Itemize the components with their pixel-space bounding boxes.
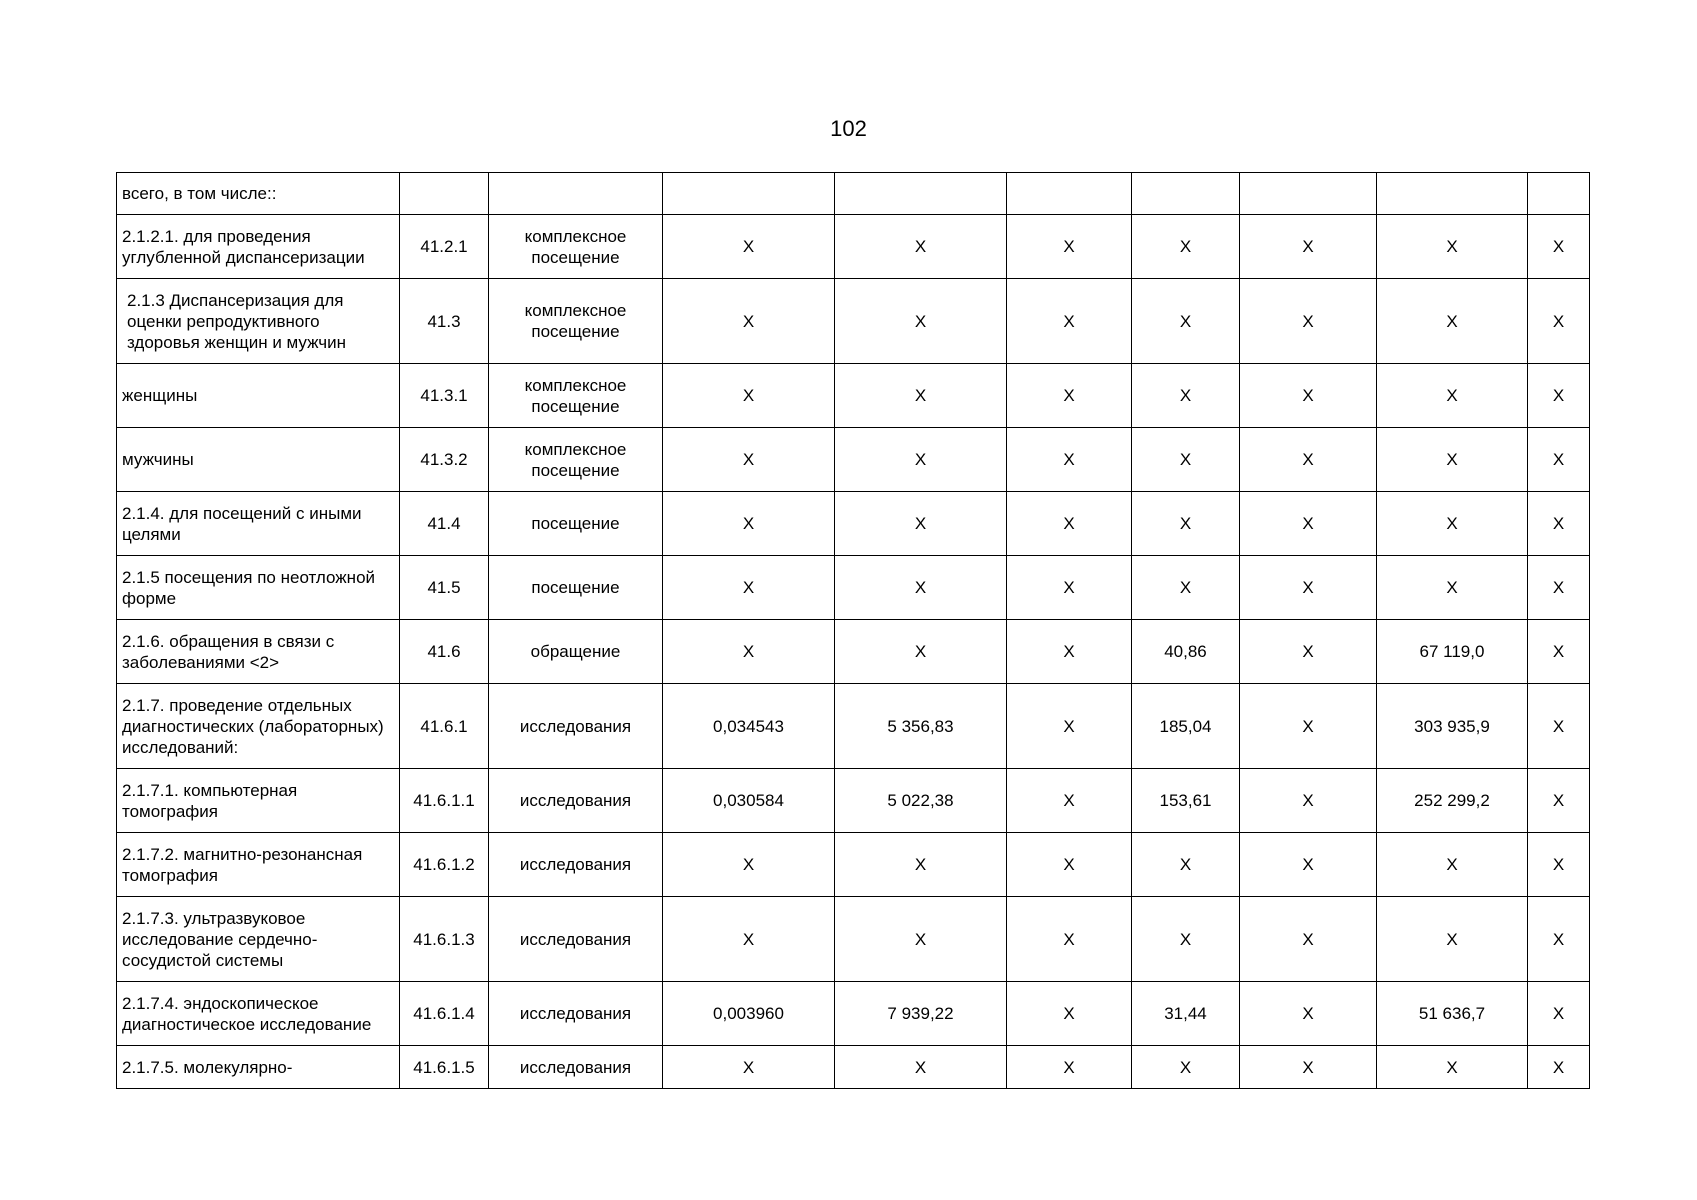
row-value-cell: 0,030584 bbox=[663, 769, 835, 833]
row-value-cell: X bbox=[1240, 897, 1377, 982]
row-value-cell: X bbox=[1007, 279, 1132, 364]
table-row bbox=[117, 769, 1590, 833]
row-description-cell: 2.1.7.2. магнитно-резонансная томография bbox=[117, 833, 400, 897]
row-value-cell: X bbox=[663, 1046, 835, 1089]
row-value-cell: X bbox=[1132, 492, 1240, 556]
row-value-cell: X bbox=[1007, 897, 1132, 982]
row-value-cell: X bbox=[1377, 1046, 1528, 1089]
row-value-cell: X bbox=[1528, 1046, 1590, 1089]
row-value-cell: X bbox=[835, 428, 1007, 492]
page-number: 102 bbox=[830, 116, 867, 141]
table-row bbox=[117, 279, 1590, 364]
row-value-cell bbox=[1132, 173, 1240, 215]
row-unit-cell: посещение bbox=[489, 556, 663, 620]
row-value-cell: X bbox=[1007, 833, 1132, 897]
row-value-cell: X bbox=[1240, 982, 1377, 1046]
row-value-cell: X bbox=[1377, 364, 1528, 428]
row-value-cell: X bbox=[1240, 428, 1377, 492]
row-code-cell: 41.6.1 bbox=[400, 684, 489, 769]
row-value-cell: X bbox=[1132, 364, 1240, 428]
row-value-cell: 7 939,22 bbox=[835, 982, 1007, 1046]
row-value-cell: X bbox=[663, 428, 835, 492]
row-value-cell: 31,44 bbox=[1132, 982, 1240, 1046]
row-value-cell: X bbox=[1528, 620, 1590, 684]
row-value-cell: 51 636,7 bbox=[1377, 982, 1528, 1046]
row-value-cell: X bbox=[1377, 492, 1528, 556]
row-code-cell bbox=[400, 173, 489, 215]
row-code-cell: 41.3 bbox=[400, 279, 489, 364]
row-value-cell: 185,04 bbox=[1132, 684, 1240, 769]
row-value-cell bbox=[835, 173, 1007, 215]
data-table bbox=[116, 172, 1590, 1089]
row-value-cell: X bbox=[1528, 428, 1590, 492]
row-value-cell: X bbox=[1528, 684, 1590, 769]
row-value-cell: X bbox=[1377, 215, 1528, 279]
row-value-cell: X bbox=[1132, 215, 1240, 279]
row-value-cell: 40,86 bbox=[1132, 620, 1240, 684]
table-row bbox=[117, 428, 1590, 492]
row-code-cell: 41.6 bbox=[400, 620, 489, 684]
row-code-cell: 41.6.1.5 bbox=[400, 1046, 489, 1089]
row-description-cell: женщины bbox=[117, 364, 400, 428]
row-value-cell: X bbox=[1528, 279, 1590, 364]
row-value-cell: X bbox=[835, 897, 1007, 982]
row-value-cell: X bbox=[835, 620, 1007, 684]
row-value-cell: X bbox=[1240, 364, 1377, 428]
table-row bbox=[117, 684, 1590, 769]
row-unit-cell: обращение bbox=[489, 620, 663, 684]
row-description-cell: 2.1.7.3. ультразвуковое исследование сердечно-сосудистой системы bbox=[117, 897, 400, 982]
row-value-cell: X bbox=[1132, 1046, 1240, 1089]
row-value-cell: X bbox=[1007, 215, 1132, 279]
row-value-cell: X bbox=[835, 556, 1007, 620]
table-row bbox=[117, 492, 1590, 556]
row-value-cell: X bbox=[663, 215, 835, 279]
row-value-cell: X bbox=[1240, 769, 1377, 833]
row-value-cell: X bbox=[663, 492, 835, 556]
row-value-cell: X bbox=[1377, 897, 1528, 982]
row-code-cell: 41.3.1 bbox=[400, 364, 489, 428]
table-row bbox=[117, 833, 1590, 897]
row-description-cell: 2.1.3 Диспансеризация для оценки репродуктивного здоровья женщин и мужчин bbox=[117, 279, 400, 364]
row-value-cell: 0,003960 bbox=[663, 982, 835, 1046]
row-value-cell: X bbox=[835, 364, 1007, 428]
row-value-cell bbox=[1007, 173, 1132, 215]
row-unit-cell: исследования bbox=[489, 982, 663, 1046]
row-value-cell: X bbox=[1132, 897, 1240, 982]
row-value-cell: X bbox=[1528, 364, 1590, 428]
row-value-cell bbox=[663, 173, 835, 215]
row-value-cell: X bbox=[1240, 492, 1377, 556]
row-unit-cell: комплексное посещение bbox=[489, 279, 663, 364]
row-description-cell: 2.1.7. проведение отдельных диагностических (лабораторных) исследований: bbox=[117, 684, 400, 769]
row-value-cell: X bbox=[1007, 428, 1132, 492]
row-value-cell: X bbox=[1240, 833, 1377, 897]
row-value-cell: X bbox=[835, 1046, 1007, 1089]
row-description-cell: мужчины bbox=[117, 428, 400, 492]
row-description-cell: всего, в том числе:: bbox=[117, 173, 400, 215]
table-row bbox=[117, 982, 1590, 1046]
table-row bbox=[117, 1046, 1590, 1089]
row-value-cell: X bbox=[1240, 620, 1377, 684]
row-value-cell: X bbox=[835, 492, 1007, 556]
row-value-cell: X bbox=[1528, 982, 1590, 1046]
row-code-cell: 41.2.1 bbox=[400, 215, 489, 279]
row-value-cell: X bbox=[1240, 556, 1377, 620]
row-code-cell: 41.3.2 bbox=[400, 428, 489, 492]
row-value-cell: X bbox=[1007, 982, 1132, 1046]
row-unit-cell: исследования bbox=[489, 769, 663, 833]
row-value-cell: X bbox=[1240, 1046, 1377, 1089]
row-value-cell: X bbox=[1007, 556, 1132, 620]
row-value-cell: X bbox=[663, 833, 835, 897]
row-value-cell: X bbox=[1007, 492, 1132, 556]
row-value-cell: X bbox=[1007, 1046, 1132, 1089]
row-value-cell: X bbox=[663, 620, 835, 684]
row-code-cell: 41.5 bbox=[400, 556, 489, 620]
row-value-cell: 5 022,38 bbox=[835, 769, 1007, 833]
table-row bbox=[117, 897, 1590, 982]
row-value-cell: X bbox=[1132, 833, 1240, 897]
row-unit-cell: комплексное посещение bbox=[489, 364, 663, 428]
row-value-cell: 252 299,2 bbox=[1377, 769, 1528, 833]
row-unit-cell: комплексное посещение bbox=[489, 428, 663, 492]
row-description-cell: 2.1.7.5. молекулярно- bbox=[117, 1046, 400, 1089]
row-unit-cell bbox=[489, 173, 663, 215]
row-value-cell bbox=[1240, 173, 1377, 215]
row-value-cell: 153,61 bbox=[1132, 769, 1240, 833]
row-value-cell: X bbox=[1132, 279, 1240, 364]
table-row bbox=[117, 173, 1590, 215]
row-value-cell: 303 935,9 bbox=[1377, 684, 1528, 769]
row-unit-cell: исследования bbox=[489, 684, 663, 769]
row-value-cell: X bbox=[1528, 492, 1590, 556]
row-code-cell: 41.6.1.3 bbox=[400, 897, 489, 982]
row-value-cell: 67 119,0 bbox=[1377, 620, 1528, 684]
row-value-cell: X bbox=[1377, 833, 1528, 897]
row-value-cell: X bbox=[835, 215, 1007, 279]
row-value-cell: X bbox=[1007, 620, 1132, 684]
row-value-cell: X bbox=[1007, 684, 1132, 769]
row-description-cell: 2.1.6. обращения в связи с заболеваниями <2> bbox=[117, 620, 400, 684]
row-description-cell: 2.1.4. для посещений с иными целями bbox=[117, 492, 400, 556]
row-value-cell: X bbox=[1528, 897, 1590, 982]
row-value-cell bbox=[1377, 173, 1528, 215]
table-row bbox=[117, 620, 1590, 684]
row-value-cell: X bbox=[1240, 215, 1377, 279]
row-value-cell: 0,034543 bbox=[663, 684, 835, 769]
row-unit-cell: исследования bbox=[489, 1046, 663, 1089]
row-value-cell: 5 356,83 bbox=[835, 684, 1007, 769]
row-description-cell: 2.1.5 посещения по неотложной форме bbox=[117, 556, 400, 620]
row-value-cell: X bbox=[1007, 364, 1132, 428]
row-value-cell: X bbox=[663, 556, 835, 620]
row-unit-cell: исследования bbox=[489, 833, 663, 897]
row-value-cell: X bbox=[1132, 556, 1240, 620]
row-unit-cell: комплексное посещение bbox=[489, 215, 663, 279]
row-value-cell: X bbox=[835, 279, 1007, 364]
row-value-cell: X bbox=[1528, 833, 1590, 897]
row-description-cell: 2.1.2.1. для проведения углубленной диспансеризации bbox=[117, 215, 400, 279]
row-value-cell: X bbox=[1240, 684, 1377, 769]
row-value-cell: X bbox=[663, 279, 835, 364]
row-value-cell bbox=[1528, 173, 1590, 215]
row-unit-cell: исследования bbox=[489, 897, 663, 982]
table-body bbox=[117, 173, 1590, 1089]
row-value-cell: X bbox=[1377, 428, 1528, 492]
row-value-cell: X bbox=[1528, 769, 1590, 833]
row-value-cell: X bbox=[835, 833, 1007, 897]
row-unit-cell: посещение bbox=[489, 492, 663, 556]
row-value-cell: X bbox=[1132, 428, 1240, 492]
row-description-cell: 2.1.7.1. компьютерная томография bbox=[117, 769, 400, 833]
table-row bbox=[117, 556, 1590, 620]
table-row bbox=[117, 215, 1590, 279]
row-description-cell: 2.1.7.4. эндоскопическое диагностическое исследование bbox=[117, 982, 400, 1046]
row-value-cell: X bbox=[1240, 279, 1377, 364]
row-code-cell: 41.6.1.2 bbox=[400, 833, 489, 897]
row-code-cell: 41.4 bbox=[400, 492, 489, 556]
row-value-cell: X bbox=[663, 897, 835, 982]
row-value-cell: X bbox=[1377, 556, 1528, 620]
row-value-cell: X bbox=[1528, 215, 1590, 279]
row-value-cell: X bbox=[1528, 556, 1590, 620]
row-value-cell: X bbox=[1377, 279, 1528, 364]
row-code-cell: 41.6.1.4 bbox=[400, 982, 489, 1046]
table-row bbox=[117, 364, 1590, 428]
row-value-cell: X bbox=[663, 364, 835, 428]
row-value-cell: X bbox=[1007, 769, 1132, 833]
row-code-cell: 41.6.1.1 bbox=[400, 769, 489, 833]
